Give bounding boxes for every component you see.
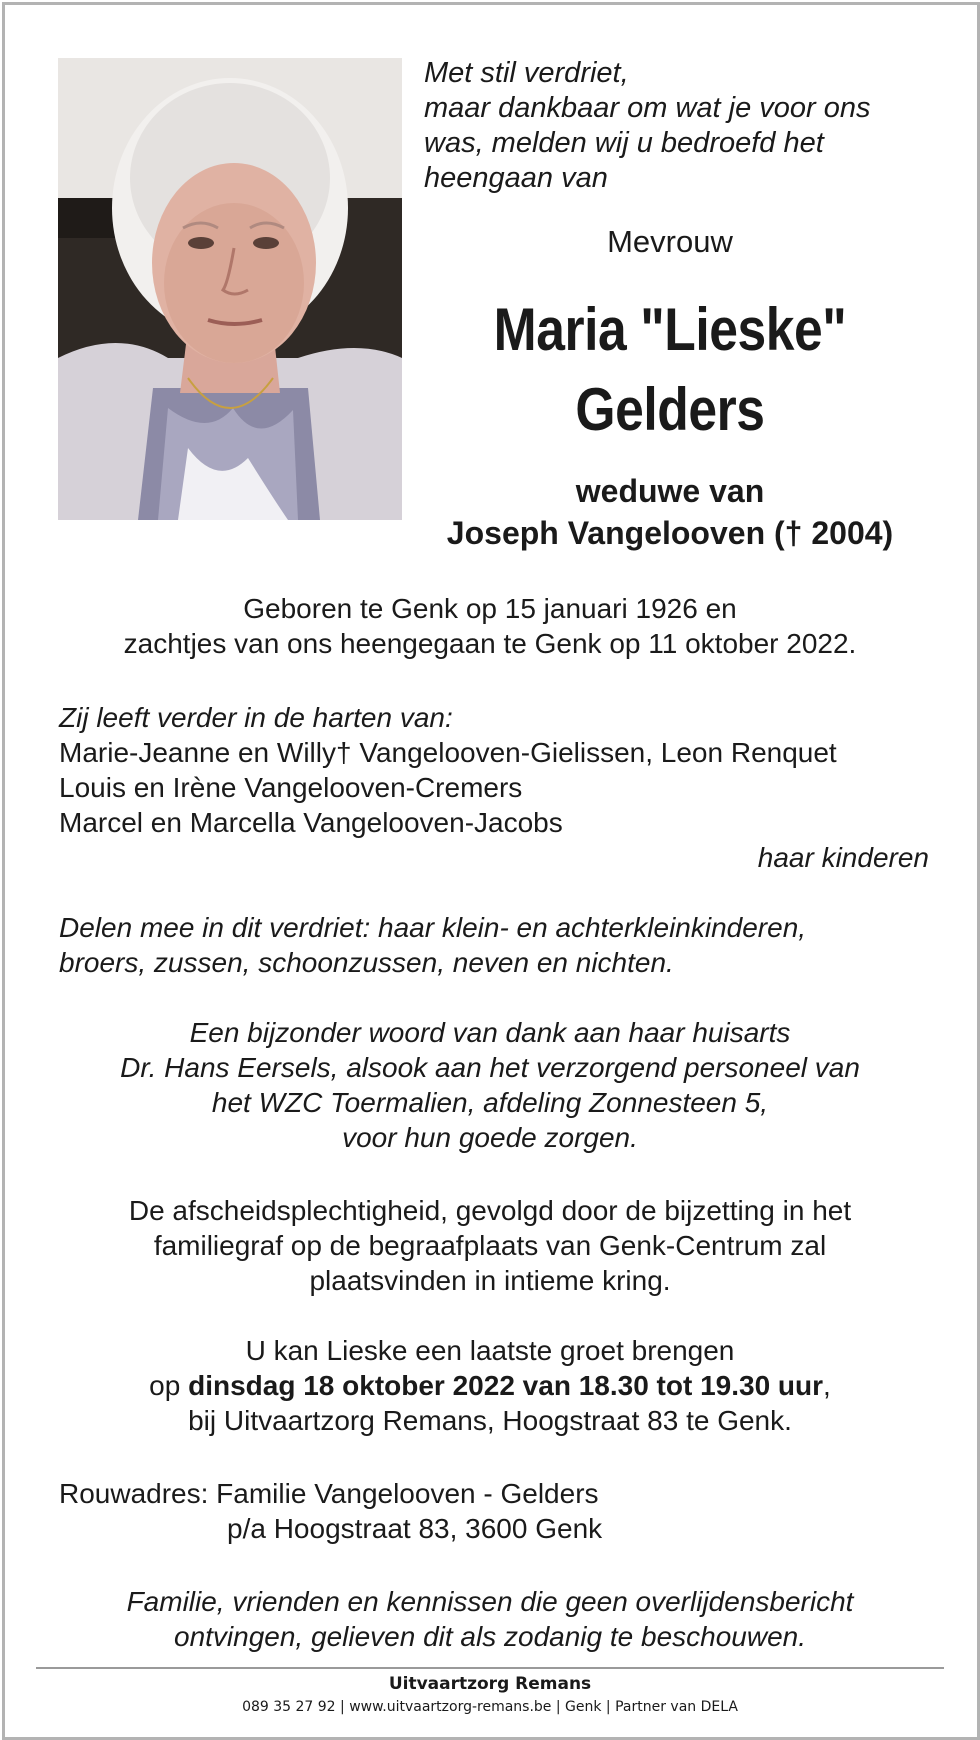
visitation-suffix: , [823, 1370, 831, 1401]
birth-death-text [40, 591, 940, 661]
visitation-line-3: bij Uitvaartzorg Remans, Hoogstraat 83 te Genk. [188, 1405, 792, 1436]
thanks-line: voor hun goede zorgen. [342, 1122, 638, 1153]
intro-line: heengaan van [424, 162, 608, 194]
survivors-section [59, 700, 929, 875]
notice-line: ontvingen, gelieven dit als zodanig te beschouwen. [174, 1621, 806, 1652]
intro-line: was, melden wij u bedroefd het [424, 127, 824, 159]
visitation-prefix: op [149, 1370, 189, 1401]
intro-line: maar dankbaar om wat je voor ons [424, 92, 871, 124]
children-label: haar kinderen [757, 842, 929, 873]
widow-label: weduwe van [575, 473, 765, 509]
ceremony-line: familiegraf op de begraafplaats van Genk-Centrum zal [153, 1230, 827, 1261]
visitation-text [40, 1333, 940, 1438]
widow-info [402, 470, 938, 554]
ceremony-line: De afscheidsplechtigheid, gevolgd door de bijzetting in het [128, 1195, 852, 1226]
thanks-text [40, 1015, 940, 1155]
visitation-line-2 [40, 1368, 940, 1403]
salutation: Mevrouw [607, 224, 733, 259]
ceremony-text [40, 1193, 940, 1298]
ceremony-line: plaatsvinden in intieme kring. [309, 1265, 671, 1296]
footer-divider [36, 1667, 944, 1669]
portrait-illustration [58, 58, 402, 520]
spouse-name: Joseph Vangelooven († 2004) [446, 515, 894, 551]
notice-line: Familie, vrienden en kennissen die geen overlijdensbericht [126, 1586, 854, 1617]
address-line-1: Rouwadres: Familie Vangelooven - Gelders [59, 1478, 599, 1509]
thanks-line: Dr. Hans Eersels, alsook aan het verzorgend personeel van [120, 1052, 860, 1083]
shared-grief-line: broers, zussen, schoonzussen, neven en nichten. [59, 947, 674, 978]
intro-text [424, 56, 944, 196]
child-line: Marcel en Marcella Vangelooven-Jacobs [59, 807, 563, 838]
shared-grief-text [59, 910, 949, 980]
death-line: zachtjes van ons heengegaan te Genk op 11 oktober 2022. [123, 628, 857, 659]
portrait-photo [58, 58, 402, 520]
intro-line: Met stil verdriet, [424, 57, 629, 89]
child-line: Louis en Irène Vangelooven-Cremers [59, 772, 523, 803]
mourning-address [59, 1476, 859, 1546]
footer-contact: 089 35 27 92 | www.uitvaartzorg-remans.be | Genk | Partner van DELA [242, 1699, 738, 1715]
birth-line: Geboren te Genk op 15 januari 1926 en [243, 593, 737, 624]
notice-text [40, 1584, 940, 1654]
footer-company: Uitvaartzorg Remans [388, 1674, 592, 1694]
child-line: Marie-Jeanne en Willy† Vangelooven-Gielissen, Leon Renquet [59, 737, 837, 768]
thanks-line: Een bijzonder woord van dank aan haar huisarts [189, 1017, 791, 1048]
deceased-name [440, 290, 901, 450]
thanks-line: het WZC Toermalien, afdeling Zonnesteen 5, [211, 1087, 769, 1118]
shared-grief-line: Delen mee in dit verdriet: haar klein- en achterkleinkinderen, [59, 912, 807, 943]
survivors-heading: Zij leeft verder in de harten van: [59, 702, 453, 733]
address-line-2: p/a Hoogstraat 83, 3600 Genk [227, 1513, 603, 1544]
name-line-1: Maria "Lieske" [493, 296, 847, 363]
name-line-2: Gelders [575, 376, 765, 443]
visitation-datetime: dinsdag 18 oktober 2022 van 18.30 tot 19.30 uur [188, 1370, 824, 1401]
visitation-line-1: U kan Lieske een laatste groet brengen [245, 1335, 735, 1366]
